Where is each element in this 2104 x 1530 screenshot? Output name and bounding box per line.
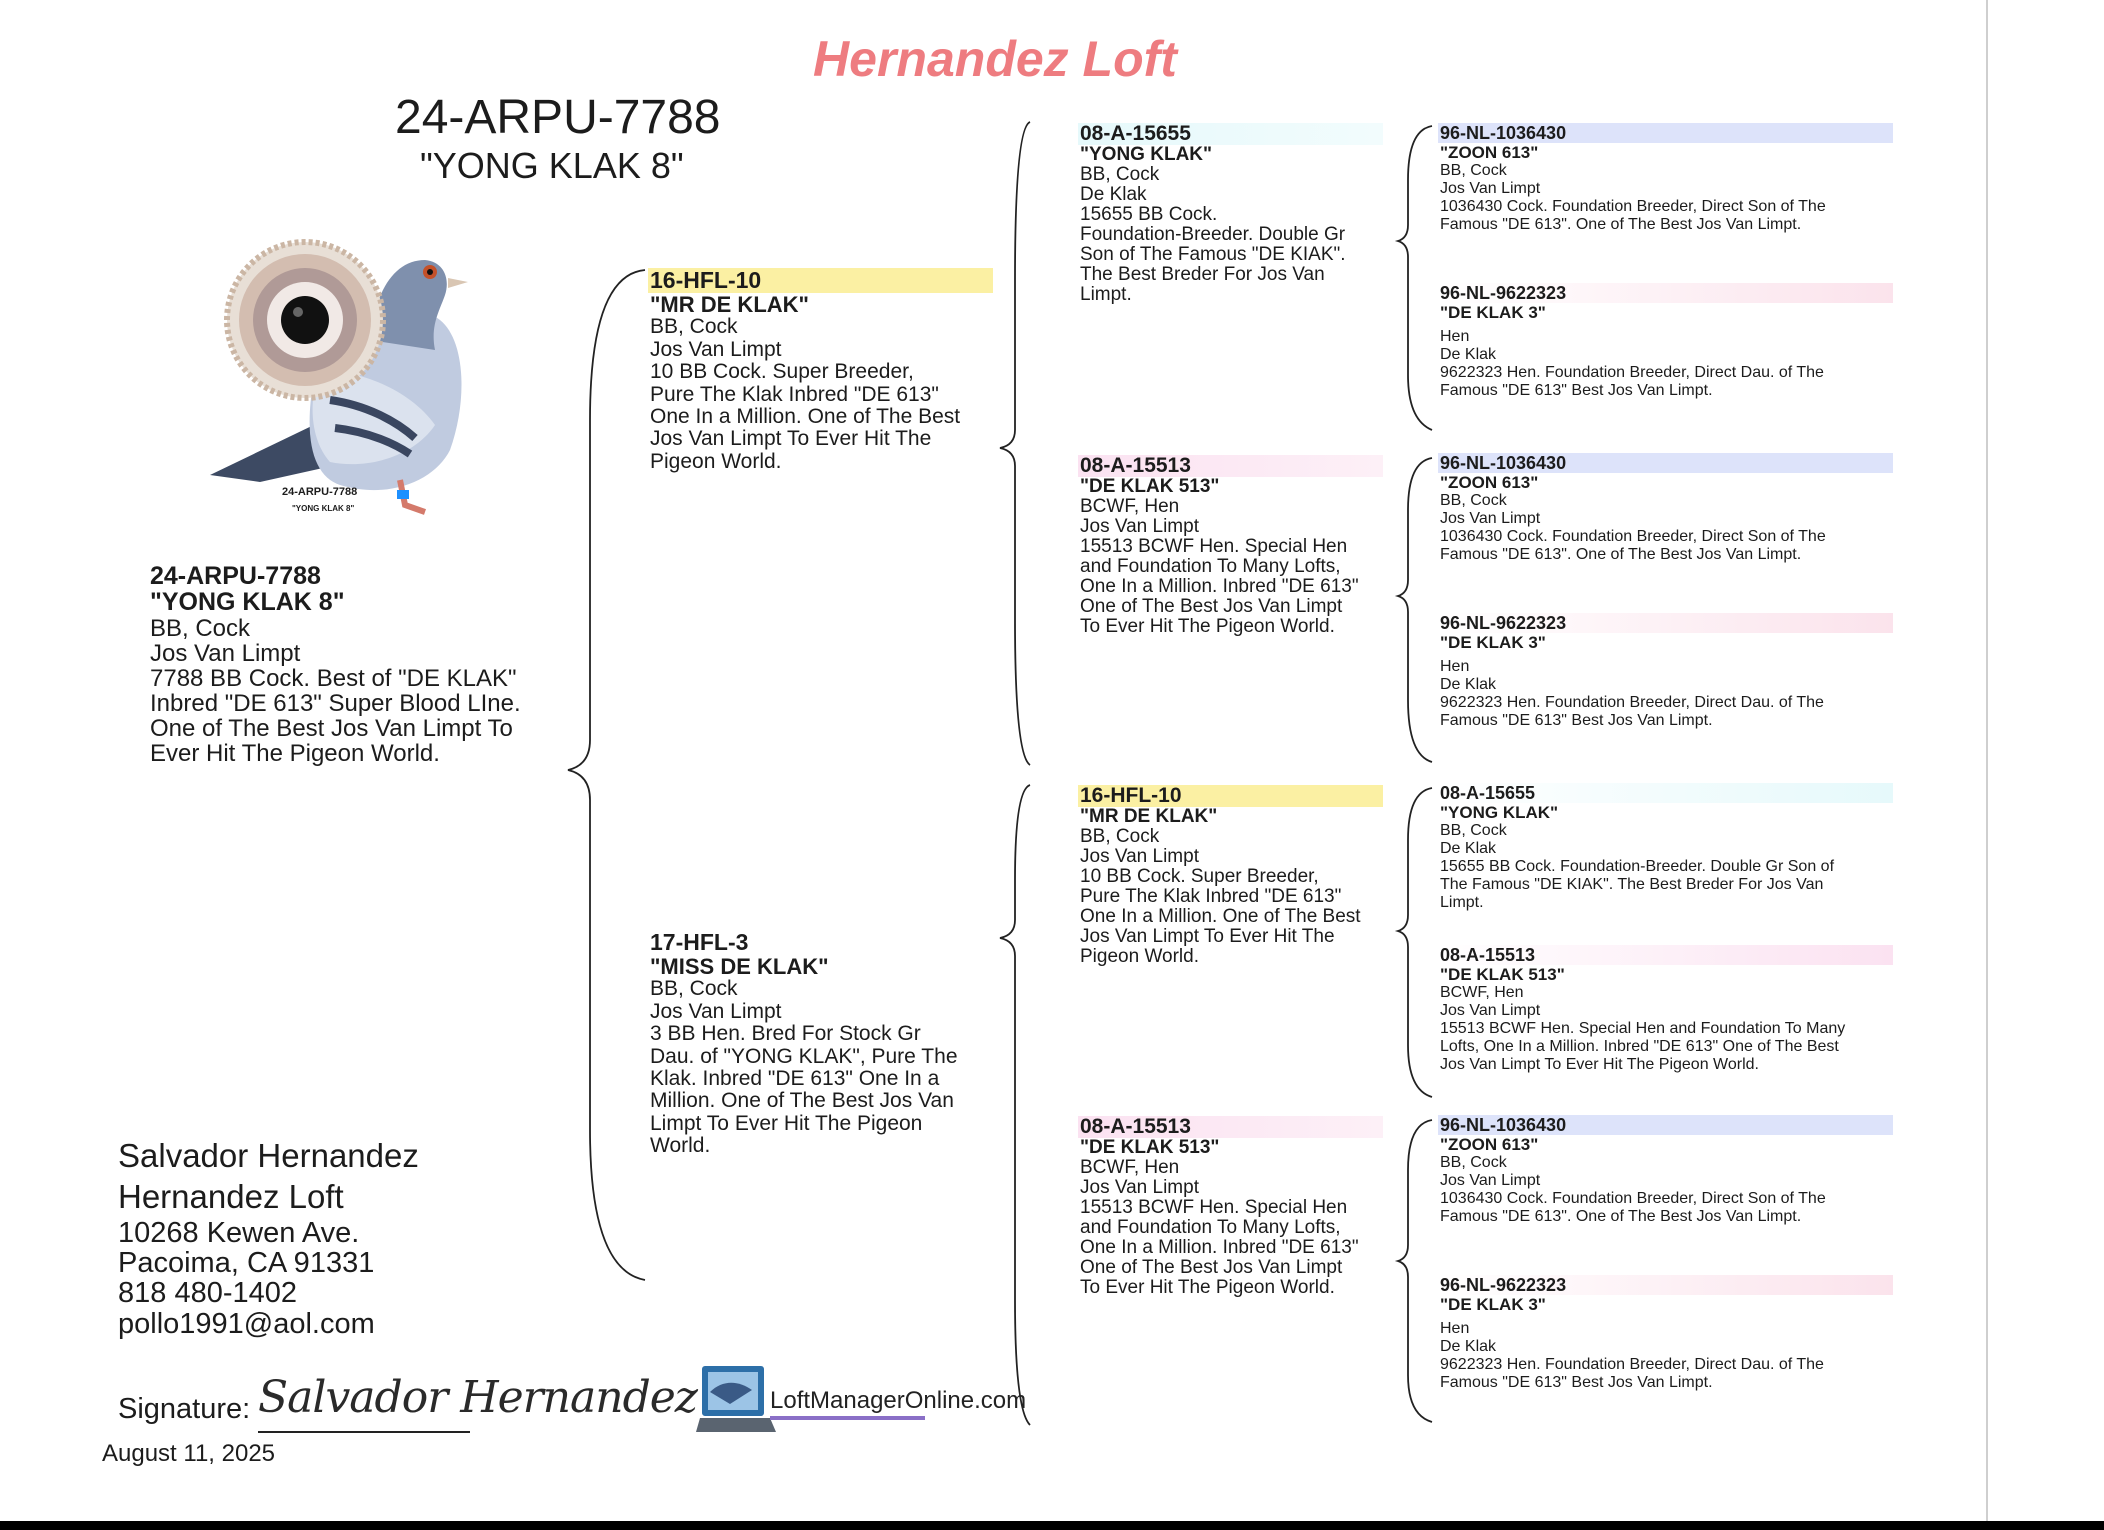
great-grandparent-line: 15655 BB Cock. Foundation-Breeder. Double Gr Son of	[1440, 858, 1835, 875]
great-grandparent-line: 9622323 Hen. Foundation Breeder, Direct Dau. of The	[1440, 1356, 1824, 1373]
subject-line: BB, Cock	[150, 614, 251, 642]
great-grandparent-line: BB, Cock	[1440, 822, 1507, 840]
great-grandparent-line: Hen	[1440, 1320, 1470, 1338]
brace-dam	[1000, 785, 1030, 1425]
grandparent-line: BB, Cock	[1080, 163, 1160, 185]
dam-line: Million. One of The Best Jos Van	[650, 1089, 954, 1113]
contact-street: 10268 Kewen Ave.	[118, 1216, 360, 1249]
grandparent-name: "DE KLAK 513"	[1080, 1137, 1220, 1159]
great-grandparent-name: "DE KLAK 513"	[1440, 965, 1565, 985]
grandparent-line: BCWF, Hen	[1080, 1156, 1180, 1178]
brace-gp2	[1398, 458, 1432, 762]
grandparent-line: One of The Best Jos Van Limpt	[1080, 595, 1343, 617]
brace-gp3	[1398, 788, 1432, 1097]
great-grandparent-card	[1438, 283, 1893, 400]
grandparent-name: "DE KLAK 513"	[1080, 476, 1220, 498]
dam-line: BB, Cock	[650, 977, 738, 1001]
grandparent-line: To Ever Hit The Pigeon World.	[1080, 615, 1335, 637]
great-grandparent-line: 1036430 Cock. Foundation Breeder, Direct Son of The	[1440, 198, 1826, 215]
sire-name: "MR DE KLAK"	[650, 291, 809, 317]
great-grandparent-line: 9622323 Hen. Foundation Breeder, Direct Dau. of The	[1440, 694, 1824, 711]
contact-email: pollo1991@aol.com	[118, 1307, 375, 1340]
document-date: August 11, 2025	[102, 1440, 276, 1467]
great-grandparent-name: "ZOON 613"	[1440, 473, 1539, 493]
dam-card	[648, 930, 993, 1158]
great-grandparent-ring: 96-NL-9622323	[1438, 613, 1893, 633]
great-grandparent-line: De Klak	[1440, 1338, 1497, 1356]
sire-line: Pigeon World.	[650, 449, 782, 473]
subject-line: One of The Best Jos Van Limpt To	[150, 715, 513, 743]
great-grandparent-name: "YONG KLAK"	[1440, 803, 1559, 823]
subject-line: 7788 BB Cock. Best of "DE KLAK"	[150, 664, 517, 692]
great-grandparent-card	[1438, 945, 1893, 1074]
grandparent-line: 15655 BB Cock.	[1080, 203, 1218, 225]
great-grandparent-card	[1438, 1115, 1893, 1226]
grandparent-line: One In a Million. Inbred "DE 613"	[1080, 575, 1359, 597]
grandparent-line: Jos Van Limpt	[1080, 845, 1199, 867]
grandparent-line: One In a Million. Inbred "DE 613"	[1080, 1236, 1359, 1258]
signature-line	[258, 1431, 470, 1433]
dam-line: Klak. Inbred "DE 613" One In a	[650, 1067, 940, 1091]
grandparent-ring: 08-A-15513	[1078, 455, 1383, 477]
grandparent-name: "MR DE KLAK"	[1080, 806, 1218, 828]
great-grandparent-line: De Klak	[1440, 346, 1497, 364]
grandparent-line: BB, Cock	[1080, 825, 1160, 847]
grandparent-line: Jos Van Limpt	[1080, 1176, 1199, 1198]
great-grandparent-line: 15513 BCWF Hen. Special Hen and Foundation To Many	[1440, 1020, 1846, 1037]
great-grandparent-line: Famous "DE 613" Best Jos Van Limpt.	[1440, 381, 1713, 399]
great-grandparent-line: Jos Van Limpt	[1440, 1002, 1541, 1020]
great-grandparent-line: BB, Cock	[1440, 1154, 1507, 1172]
great-grandparent-line: Famous "DE 613". One of The Best Jos Van Limpt.	[1440, 1207, 1802, 1225]
contact-city: Pacoima, CA 91331	[118, 1246, 375, 1279]
signature-label: Signature:	[118, 1393, 251, 1425]
grandparent-line: and Foundation To Many Lofts,	[1080, 555, 1341, 577]
subject-line: Inbred "DE 613" Super Blood LIne.	[150, 690, 521, 718]
great-grandparent-line: De Klak	[1440, 840, 1497, 858]
great-grandparent-ring: 08-A-15655	[1438, 783, 1893, 803]
loftmanager-logo	[700, 1362, 1027, 1442]
great-grandparent-card	[1438, 783, 1893, 912]
great-grandparent-line: BB, Cock	[1440, 492, 1507, 510]
dam-name: "MISS DE KLAK"	[650, 953, 829, 979]
great-grandparent-card	[1438, 123, 1893, 234]
grandparent-ring: 08-A-15655	[1078, 123, 1383, 145]
great-grandparent-line: Famous "DE 613". One of The Best Jos Van Limpt.	[1440, 545, 1802, 563]
great-grandparent-name: "ZOON 613"	[1440, 1135, 1539, 1155]
logo-text: LoftManagerOnline.com	[770, 1387, 1027, 1414]
sire-line: Jos Van Limpt To Ever Hit The	[650, 427, 932, 451]
great-grandparent-name: "DE KLAK 3"	[1440, 303, 1546, 323]
subject-ring: 24-ARPU-7788	[150, 562, 321, 590]
great-grandparent-line: Lofts, One In a Million. Inbred "DE 613" One of The Best	[1440, 1037, 1839, 1055]
grandparent-line: Pigeon World.	[1080, 945, 1199, 967]
sire-line: BB, Cock	[650, 315, 738, 339]
page-title: Hernandez Loft	[813, 31, 1177, 87]
dam-line: Limpt To Ever Hit The Pigeon	[650, 1111, 923, 1135]
great-grandparent-line: Jos Van Limpt	[1440, 1172, 1541, 1190]
grandparent-line: Jos Van Limpt To Ever Hit The	[1080, 925, 1335, 947]
great-grandparent-name: "DE KLAK 3"	[1440, 633, 1546, 653]
grandparent-line: The Best Breder For Jos Van	[1080, 263, 1325, 285]
great-grandparent-card	[1438, 613, 1893, 730]
sire-line: One In a Million. One of The Best	[650, 405, 961, 429]
grandparent-line: 10 BB Cock. Super Breeder,	[1080, 865, 1319, 887]
great-grandparent-line: Famous "DE 613". One of The Best Jos Van Limpt.	[1440, 215, 1802, 233]
grandparent-card	[1078, 123, 1383, 305]
contact-loft: Hernandez Loft	[118, 1178, 344, 1216]
grandparent-line: 15513 BCWF Hen. Special Hen	[1080, 1196, 1348, 1218]
great-grandparent-name: "DE KLAK 3"	[1440, 1295, 1546, 1315]
great-grandparent-line: BB, Cock	[1440, 162, 1507, 180]
great-grandparent-line: Hen	[1440, 328, 1470, 346]
brace-subject	[568, 270, 645, 1280]
great-grandparent-ring: 08-A-15513	[1438, 945, 1893, 965]
great-grandparent-name: "ZOON 613"	[1440, 143, 1539, 163]
sire-line: 10 BB Cock. Super Breeder,	[650, 360, 914, 384]
photo-caption-name: "YONG KLAK 8"	[292, 504, 355, 513]
great-grandparent-card	[1438, 1275, 1893, 1392]
great-grandparent-ring: 96-NL-1036430	[1438, 123, 1893, 143]
grandparent-line: Pure The Klak Inbred "DE 613"	[1080, 885, 1342, 907]
great-grandparent-line: De Klak	[1440, 676, 1497, 694]
dam-line: 3 BB Hen. Bred For Stock Gr	[650, 1022, 921, 1046]
great-grandparent-ring: 96-NL-1036430	[1438, 1115, 1893, 1135]
grandparent-ring: 08-A-15513	[1078, 1116, 1383, 1138]
dam-line: Jos Van Limpt	[650, 999, 782, 1023]
great-grandparent-line: 1036430 Cock. Foundation Breeder, Direct Son of The	[1440, 1190, 1826, 1207]
subject-line: Jos Van Limpt	[150, 639, 301, 667]
grandparent-line: One of The Best Jos Van Limpt	[1080, 1256, 1343, 1278]
great-grandparent-ring: 96-NL-1036430	[1438, 453, 1893, 473]
great-grandparent-line: 9622323 Hen. Foundation Breeder, Direct Dau. of The	[1440, 364, 1824, 381]
sire-ring: 16-HFL-10	[648, 268, 993, 293]
grandparent-line: De Klak	[1080, 183, 1147, 205]
grandparent-ring: 16-HFL-10	[1078, 785, 1383, 807]
dam-ring: 17-HFL-3	[650, 929, 749, 955]
great-grandparent-line: Hen	[1440, 658, 1470, 676]
grandparent-line: Son of The Famous "DE KIAK".	[1080, 243, 1346, 265]
grandparent-name: "YONG KLAK"	[1080, 144, 1213, 166]
sire-line: Jos Van Limpt	[650, 337, 782, 361]
grandparent-card	[1078, 785, 1383, 967]
grandparent-line: BCWF, Hen	[1080, 495, 1180, 517]
photo-caption-ring: 24-ARPU-7788	[282, 486, 358, 498]
great-grandparent-line: Famous "DE 613" Best Jos Van Limpt.	[1440, 711, 1713, 729]
grandparent-line: Foundation-Breeder. Double Gr	[1080, 223, 1346, 245]
brace-sire	[1000, 122, 1030, 765]
contact-block	[118, 1135, 419, 1339]
great-grandparent-line: Jos Van Limpt	[1440, 510, 1541, 528]
great-grandparent-ring: 96-NL-9622323	[1438, 1275, 1893, 1295]
great-grandparent-ring: 96-NL-9622323	[1438, 283, 1893, 303]
header-pigeon-name: "YONG KLAK 8"	[420, 145, 684, 186]
contact-name: Salvador Hernandez	[118, 1137, 419, 1174]
grandparent-card	[1078, 455, 1383, 637]
contact-phone: 818 480-1402	[118, 1277, 297, 1310]
brace-gp1	[1398, 126, 1432, 430]
subject-line: Ever Hit The Pigeon World.	[150, 740, 440, 768]
great-grandparent-line: Famous "DE 613" Best Jos Van Limpt.	[1440, 1373, 1713, 1391]
great-grandparent-line: Jos Van Limpt To Ever Hit The Pigeon World.	[1440, 1055, 1759, 1073]
grandparent-line: To Ever Hit The Pigeon World.	[1080, 1276, 1335, 1298]
great-grandparent-card	[1438, 453, 1893, 564]
grandparent-line: 15513 BCWF Hen. Special Hen	[1080, 535, 1348, 557]
header-ring-number: 24-ARPU-7788	[395, 91, 721, 144]
great-grandparent-line: The Famous "DE KIAK". The Best Breder For Jos Van	[1440, 875, 1824, 893]
great-grandparent-line: BCWF, Hen	[1440, 984, 1524, 1002]
great-grandparent-line: 1036430 Cock. Foundation Breeder, Direct Son of The	[1440, 528, 1826, 545]
brace-gp4	[1398, 1120, 1432, 1422]
great-grandparent-line: Jos Van Limpt	[1440, 180, 1541, 198]
sire-card	[648, 268, 993, 473]
subject-name: "YONG KLAK 8"	[150, 588, 345, 617]
handwritten-signature: Salvador Hernandez	[258, 1372, 697, 1423]
great-grandparent-line: Limpt.	[1440, 893, 1484, 911]
dam-line: Dau. of "YONG KLAK", Pure The	[650, 1044, 958, 1068]
grandparent-line: Jos Van Limpt	[1080, 515, 1199, 537]
grandparent-line: and Foundation To Many Lofts,	[1080, 1216, 1341, 1238]
dam-line: World.	[650, 1134, 711, 1158]
grandparent-line: One In a Million. One of The Best	[1080, 905, 1361, 927]
grandparent-card	[1078, 1116, 1383, 1298]
scan-bottom-border	[0, 1521, 2104, 1530]
sire-line: Pure The Klak Inbred "DE 613"	[650, 382, 939, 406]
grandparent-line: Limpt.	[1080, 283, 1132, 305]
